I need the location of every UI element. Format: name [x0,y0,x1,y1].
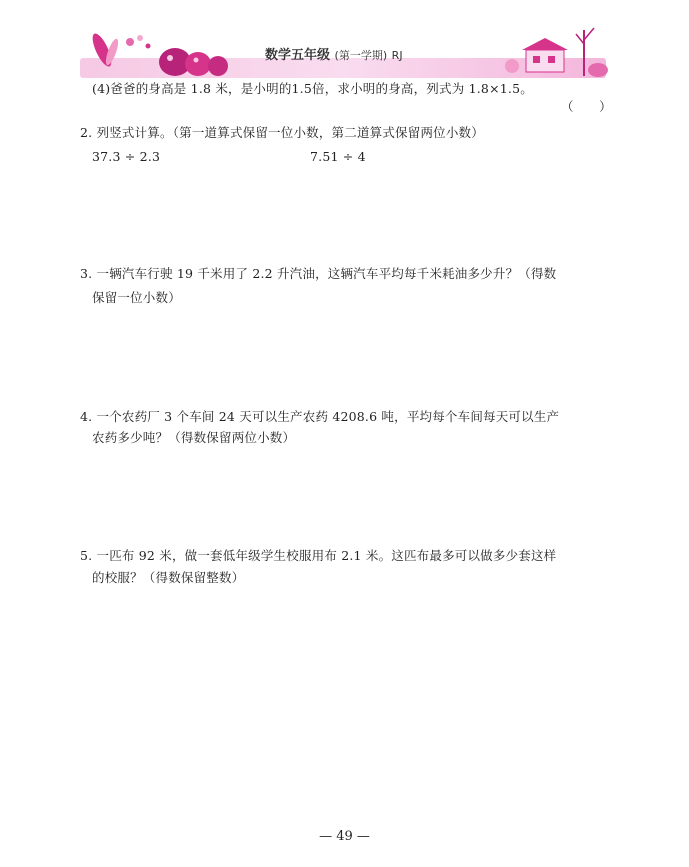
semester-label: (第一学期) [334,49,388,62]
q4-text-line2: 农药多少吨？（得数保留两位小数） [92,430,296,445]
decorative-house-icon [500,20,610,80]
q5-text-line2: 的校服？（得数保留整数） [92,570,245,585]
edition-label: RJ [391,49,403,62]
page-header-banner [70,20,610,78]
decorative-plants-icon [70,20,230,80]
book-title: 数学五年级 [265,48,331,63]
page-number: — 49 — [319,829,370,844]
q3-text-line1: 3. 一辆汽车行驶 19 千米用了 2.2 升汽油，这辆汽车平均每千米耗油多少升？（得数 [80,266,557,281]
q1-item4-text: (4)爸爸的身高是 1.8 米，是小明的1.5倍，求小明的身高，列式为 1.8×1.5。 [92,81,533,96]
q2-expression-1: 37.3 ÷ 2.3 [92,149,161,164]
answer-bracket: （ ） [561,99,612,114]
q2-expression-2: 7.51 ÷ 4 [310,149,366,164]
q3-text-line2: 保留一位小数） [92,290,181,305]
q4-text-line1: 4. 一个农药厂 3 个车间 24 天可以生产农药 4208.6 吨，平均每个车间每天可以生产 [80,409,560,424]
q2-prompt: 2. 列竖式计算。（第一道算式保留一位小数，第二道算式保留两位小数） [80,125,484,140]
page-header-title [265,44,403,63]
q5-text-line1: 5. 一匹布 92 米，做一套低年级学生校服用布 2.1 米。这匹布最多可以做多少套这样 [80,548,557,563]
